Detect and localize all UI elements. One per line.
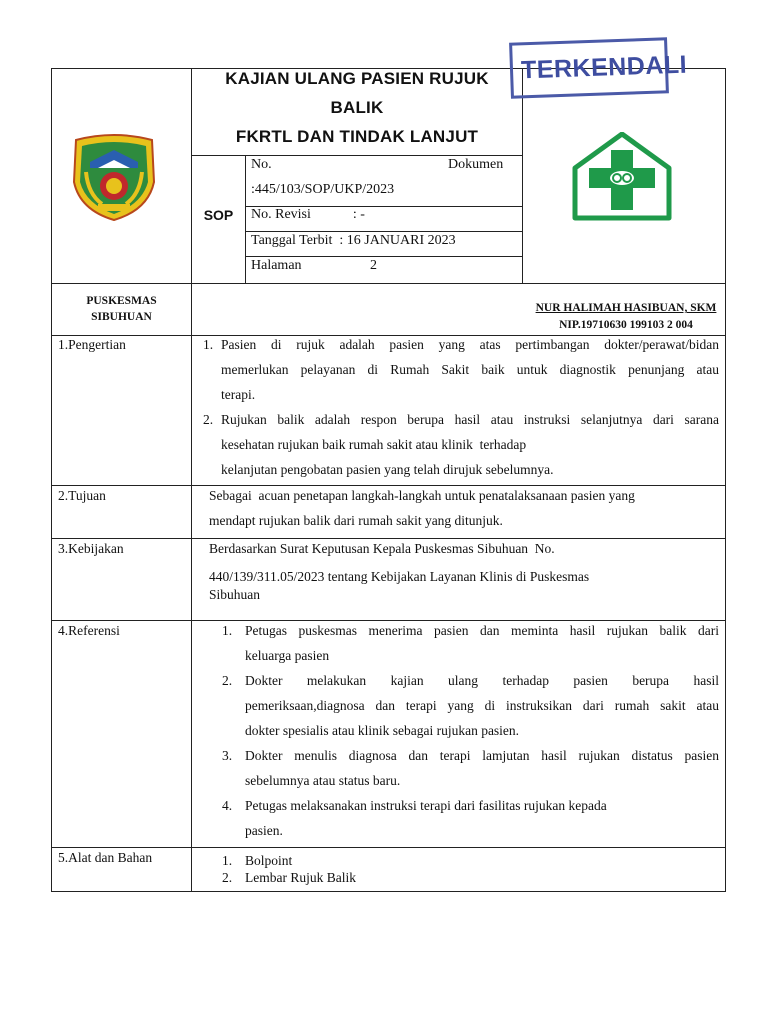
list-line: Rujukan balik adalah respon berupa hasil atau instruksi selanjutnya dari sarana <box>221 412 719 427</box>
list-number: 1. <box>222 623 233 638</box>
list-line: keluarga pasien <box>245 648 330 663</box>
doc-number-value: :445/103/SOP/UKP/2023 <box>251 182 395 197</box>
title-line-3: FKRTL DAN TINDAK LANJUT <box>235 127 479 146</box>
list-item: Lembar Rujuk Balik <box>245 870 356 885</box>
list-line: dokter spesialis atau klinik sebagai rujukan pasien. <box>245 723 520 738</box>
section-label-kebijakan: 3.Kebijakan <box>58 541 124 556</box>
signer-block <box>520 300 732 334</box>
section-label-referensi: 4.Referensi <box>58 623 120 638</box>
paragraph-line: Sebagai acuan penetapan langkah-langkah untuk penatalaksanaan pasien yang <box>209 488 635 503</box>
list-line: Pasien di rujuk adalah pasien yang atas pertimbangan dokter/perawat/bidan <box>221 337 719 352</box>
paragraph-line: Sibuhuan <box>209 587 261 602</box>
list-line: Petugas puskesmas menerima pasien dan meminta hasil rujukan balik dari <box>245 623 719 638</box>
list-line: pasien. <box>245 823 283 838</box>
controlled-stamp: TERKENDALI <box>509 37 669 98</box>
list-item: Bolpoint <box>245 853 293 868</box>
signer-nip: NIP.19710630 199103 2 004 <box>559 319 693 331</box>
list-line: kesehatan rujukan baik rumah sakit atau klinik terhadap <box>221 437 527 452</box>
list-line: Petugas melaksanakan instruksi terapi dari fasilitas rujukan kepada <box>245 798 607 813</box>
signer-name: NUR HALIMAH HASIBUAN, SKM <box>535 302 717 314</box>
doc-number-word: Dokumen <box>448 157 504 172</box>
paragraph-line: Berdasarkan Surat Keputusan Kepala Puskesmas Sibuhuan No. <box>209 541 555 556</box>
page-value: 2 <box>370 258 377 273</box>
org-line-1: PUSKESMAS <box>86 295 157 307</box>
org-line-2: SIBUHUAN <box>91 311 152 323</box>
list-number: 4. <box>222 798 233 813</box>
section-label-alat: 5.Alat dan Bahan <box>58 850 153 865</box>
list-number: 1. <box>203 337 214 352</box>
list-number: 2. <box>203 412 214 427</box>
section-label-tujuan: 2.Tujuan <box>58 488 106 503</box>
regency-emblem-icon <box>68 132 160 222</box>
puskesmas-cross-icon <box>571 132 673 222</box>
section-label-pengertian: 1.Pengertian <box>58 337 126 352</box>
list-line: terapi. <box>221 387 256 402</box>
title-line-2: BALIK <box>330 98 384 117</box>
sop-label: SOP <box>203 207 234 223</box>
paragraph-line: 440/139/311.05/2023 tentang Kebijakan Layanan Klinis di Puskesmas <box>209 569 590 584</box>
list-number: 2. <box>222 673 233 688</box>
doc-number-label: No. <box>251 157 272 172</box>
paragraph-line: mendapt rujukan balik dari rumah sakit yang ditunjuk. <box>209 513 503 528</box>
page-label: Halaman <box>251 258 302 273</box>
page-title <box>192 64 522 151</box>
list-number: 3. <box>222 748 233 763</box>
title-line-1: KAJIAN ULANG PASIEN RUJUK <box>225 69 489 88</box>
list-line: pemeriksaan,diagnosa dan terapi yang di instruksikan dari rumah sakit atau <box>245 698 719 713</box>
list-line: kelanjutan pengobatan pasien yang telah dirujuk sebelumnya. <box>221 462 554 477</box>
list-line: Dokter menulis diagnosa dan terapi lamjutan hasil rujukan distatus pasien <box>245 748 719 763</box>
organization-name <box>52 293 191 325</box>
list-number: 2. <box>222 870 233 885</box>
revision-number: No. Revisi : - <box>251 207 365 222</box>
list-line: memerlukan pelayanan di Rumah Sakit baik untuk diagnostik penunjang atau <box>221 362 719 377</box>
list-line: Dokter melakukan kajian ulang terhadap pasien berupa hasil <box>245 673 719 688</box>
issue-date: Tanggal Terbit : 16 JANUARI 2023 <box>251 233 456 248</box>
list-line: sebelumnya atau status baru. <box>245 773 401 788</box>
list-number: 1. <box>222 853 233 868</box>
